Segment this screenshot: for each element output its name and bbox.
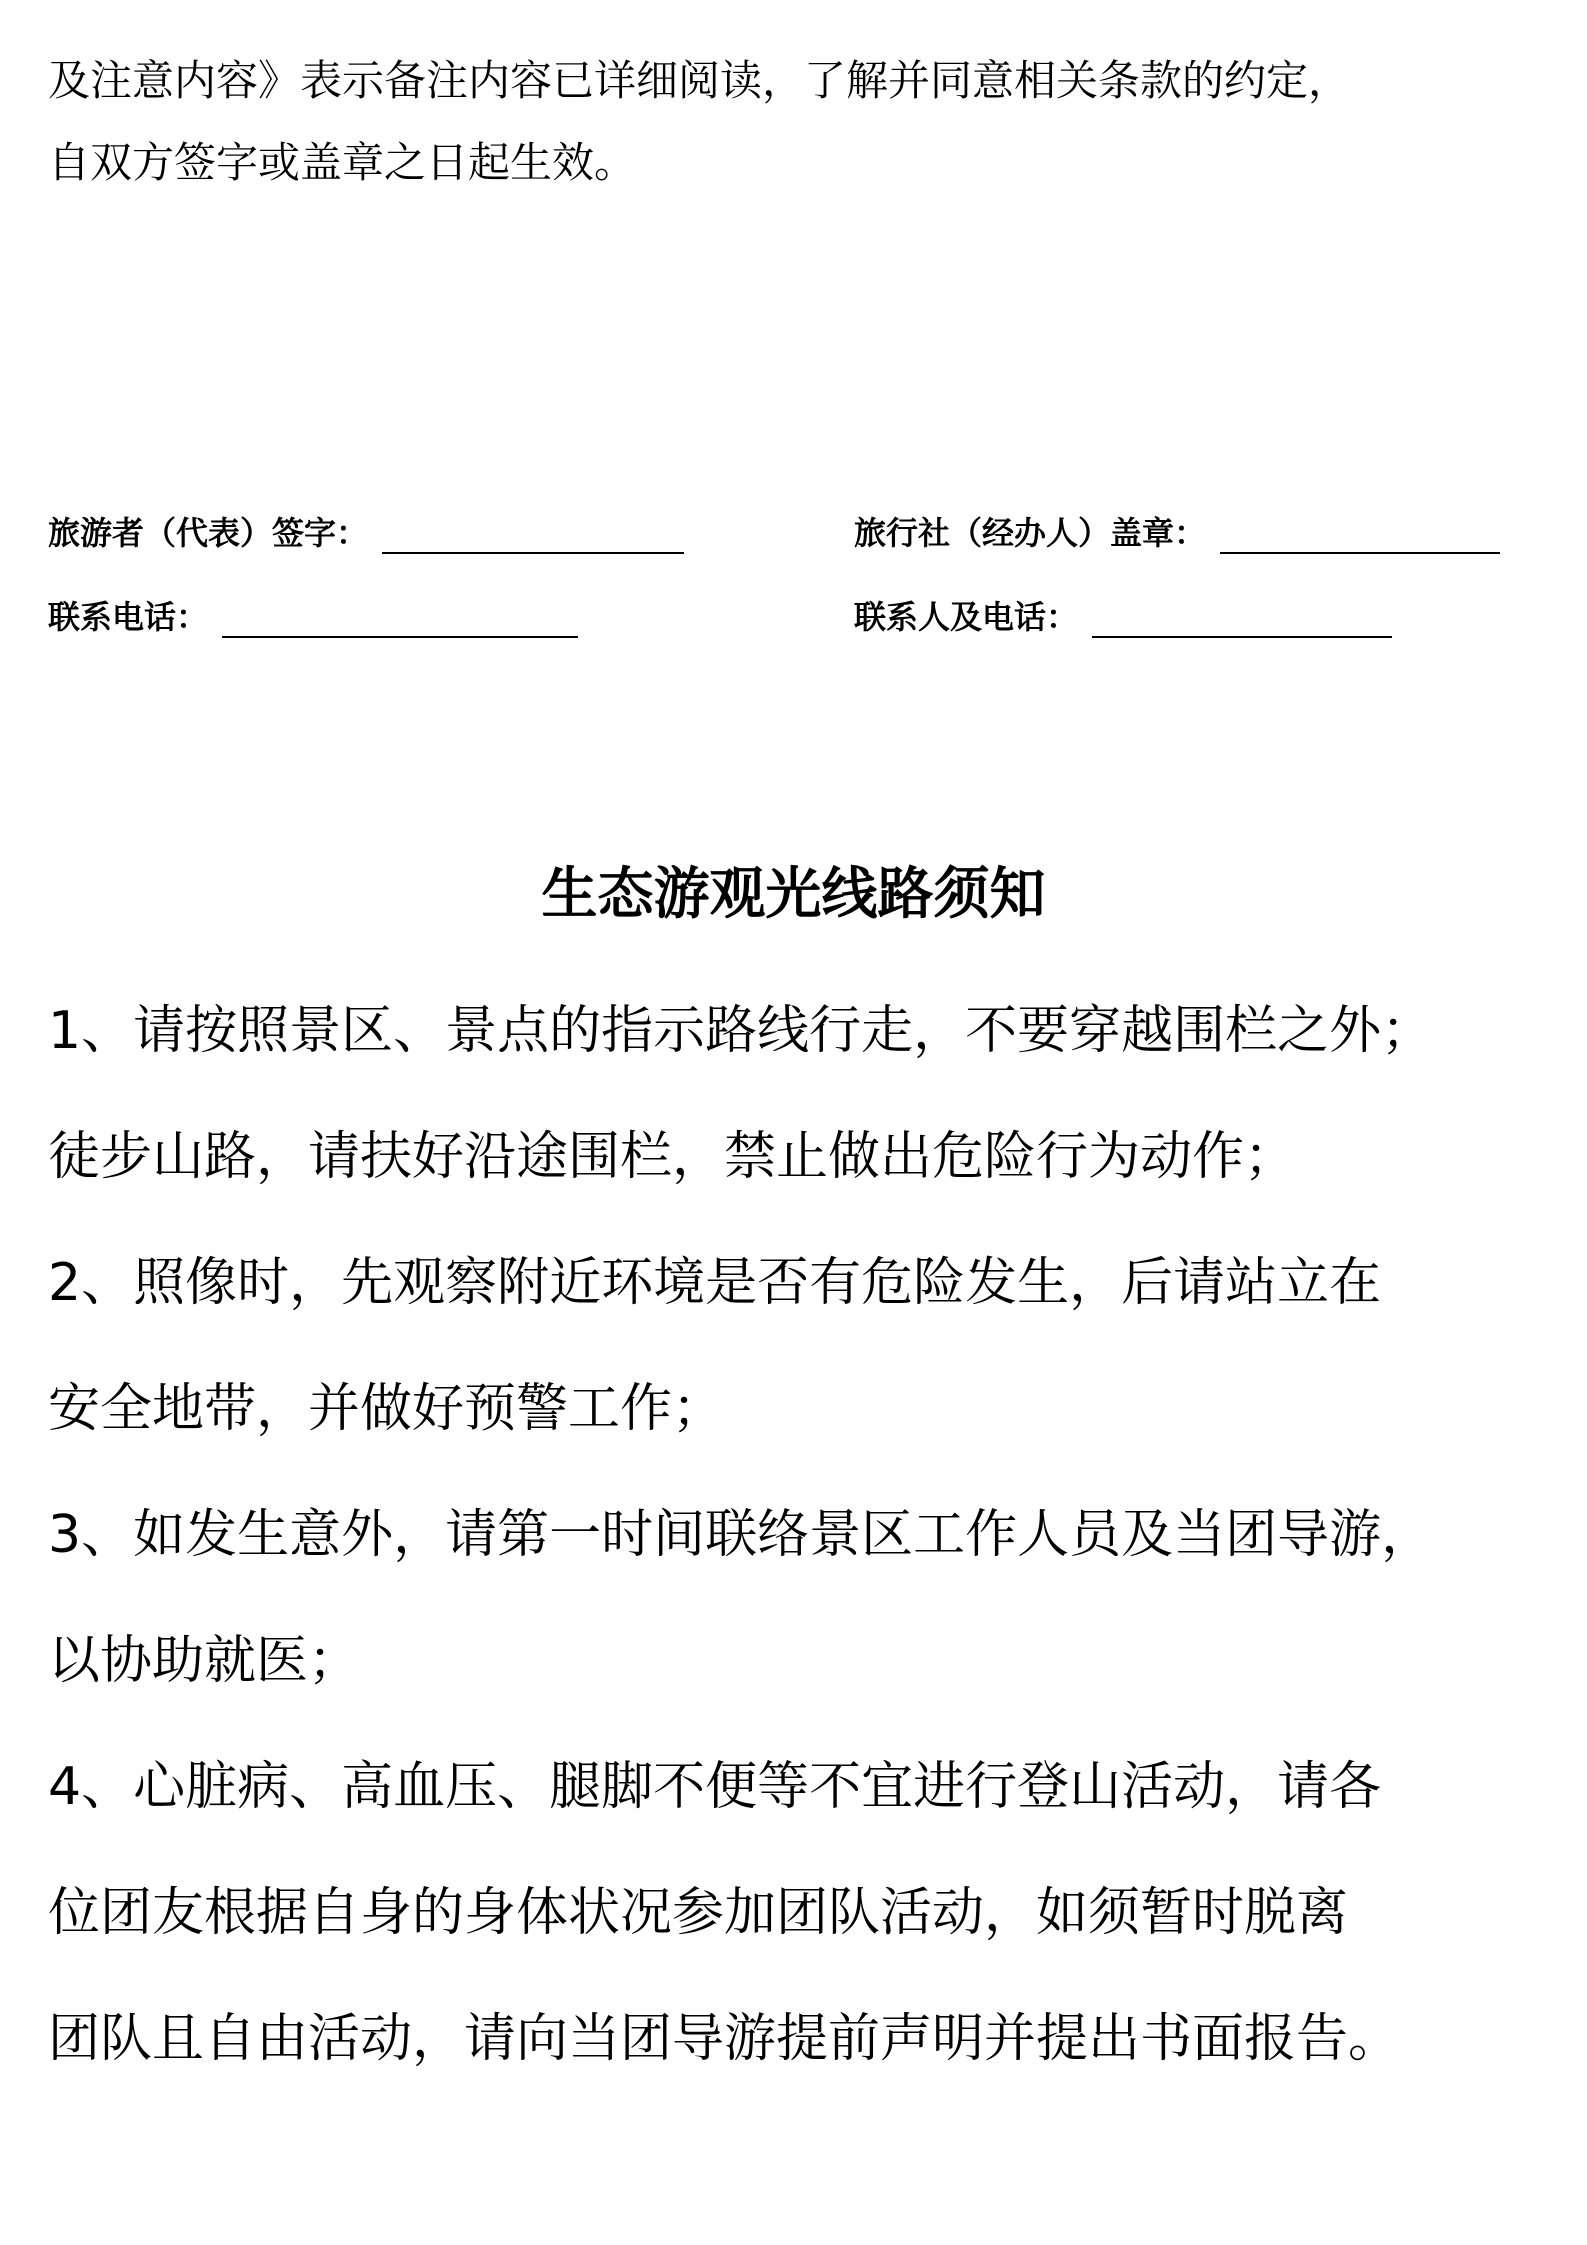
intro-line: 及注意内容》表示备注内容已详细阅读，了解并同意相关条款的约定， [48, 56, 1351, 105]
contact-phone-field [854, 592, 1392, 638]
notice-body [48, 968, 1558, 2102]
agency-seal-label: 旅行社（经办人）盖章： [854, 514, 1207, 552]
tourist-sign-label: 旅游者（代表）签字： [48, 514, 369, 552]
agency-seal-field [854, 508, 1500, 554]
notice-line: 团队且自由活动，请向当团导游提前声明并提出书面报告。 [48, 2009, 1401, 2069]
phone-line[interactable] [222, 606, 578, 638]
contact-phone-line[interactable] [1092, 606, 1392, 638]
intro-paragraph [48, 40, 1548, 204]
notice-line: 4、心脏病、高血压、腿脚不便等不宜进行登山活动，请各 [48, 1757, 1382, 1817]
tourist-signature-line[interactable] [382, 522, 684, 554]
notice-title: 生态游观光线路须知 [541, 862, 1046, 927]
intro-line: 自双方签字或盖章之日起生效。 [48, 138, 637, 187]
notice-line: 安全地带，并做好预警工作； [48, 1379, 725, 1439]
notice-line: 以协助就医； [48, 1631, 361, 1691]
notice-line: 位团友根据自身的身体状况参加团队活动，如须暂时脱离 [48, 1883, 1349, 1943]
phone-field [48, 592, 578, 638]
phone-label: 联系电话： [48, 598, 209, 636]
contact-phone-label: 联系人及电话： [854, 598, 1079, 636]
contact-row [48, 592, 1548, 642]
notice-line: 2、照像时，先观察附近环境是否有危险发生，后请站立在 [48, 1253, 1382, 1313]
notice-line: 徒步山路，请扶好沿途围栏，禁止做出危险行为动作； [48, 1127, 1297, 1187]
tourist-signature-field [48, 508, 684, 554]
notice-line: 3、如发生意外，请第一时间联络景区工作人员及当团导游， [48, 1505, 1434, 1565]
agency-seal-line[interactable] [1220, 522, 1500, 554]
signature-row [48, 508, 1548, 558]
notice-line: 1、请按照景区、景点的指示路线行走，不要穿越围栏之外； [48, 1001, 1434, 1061]
